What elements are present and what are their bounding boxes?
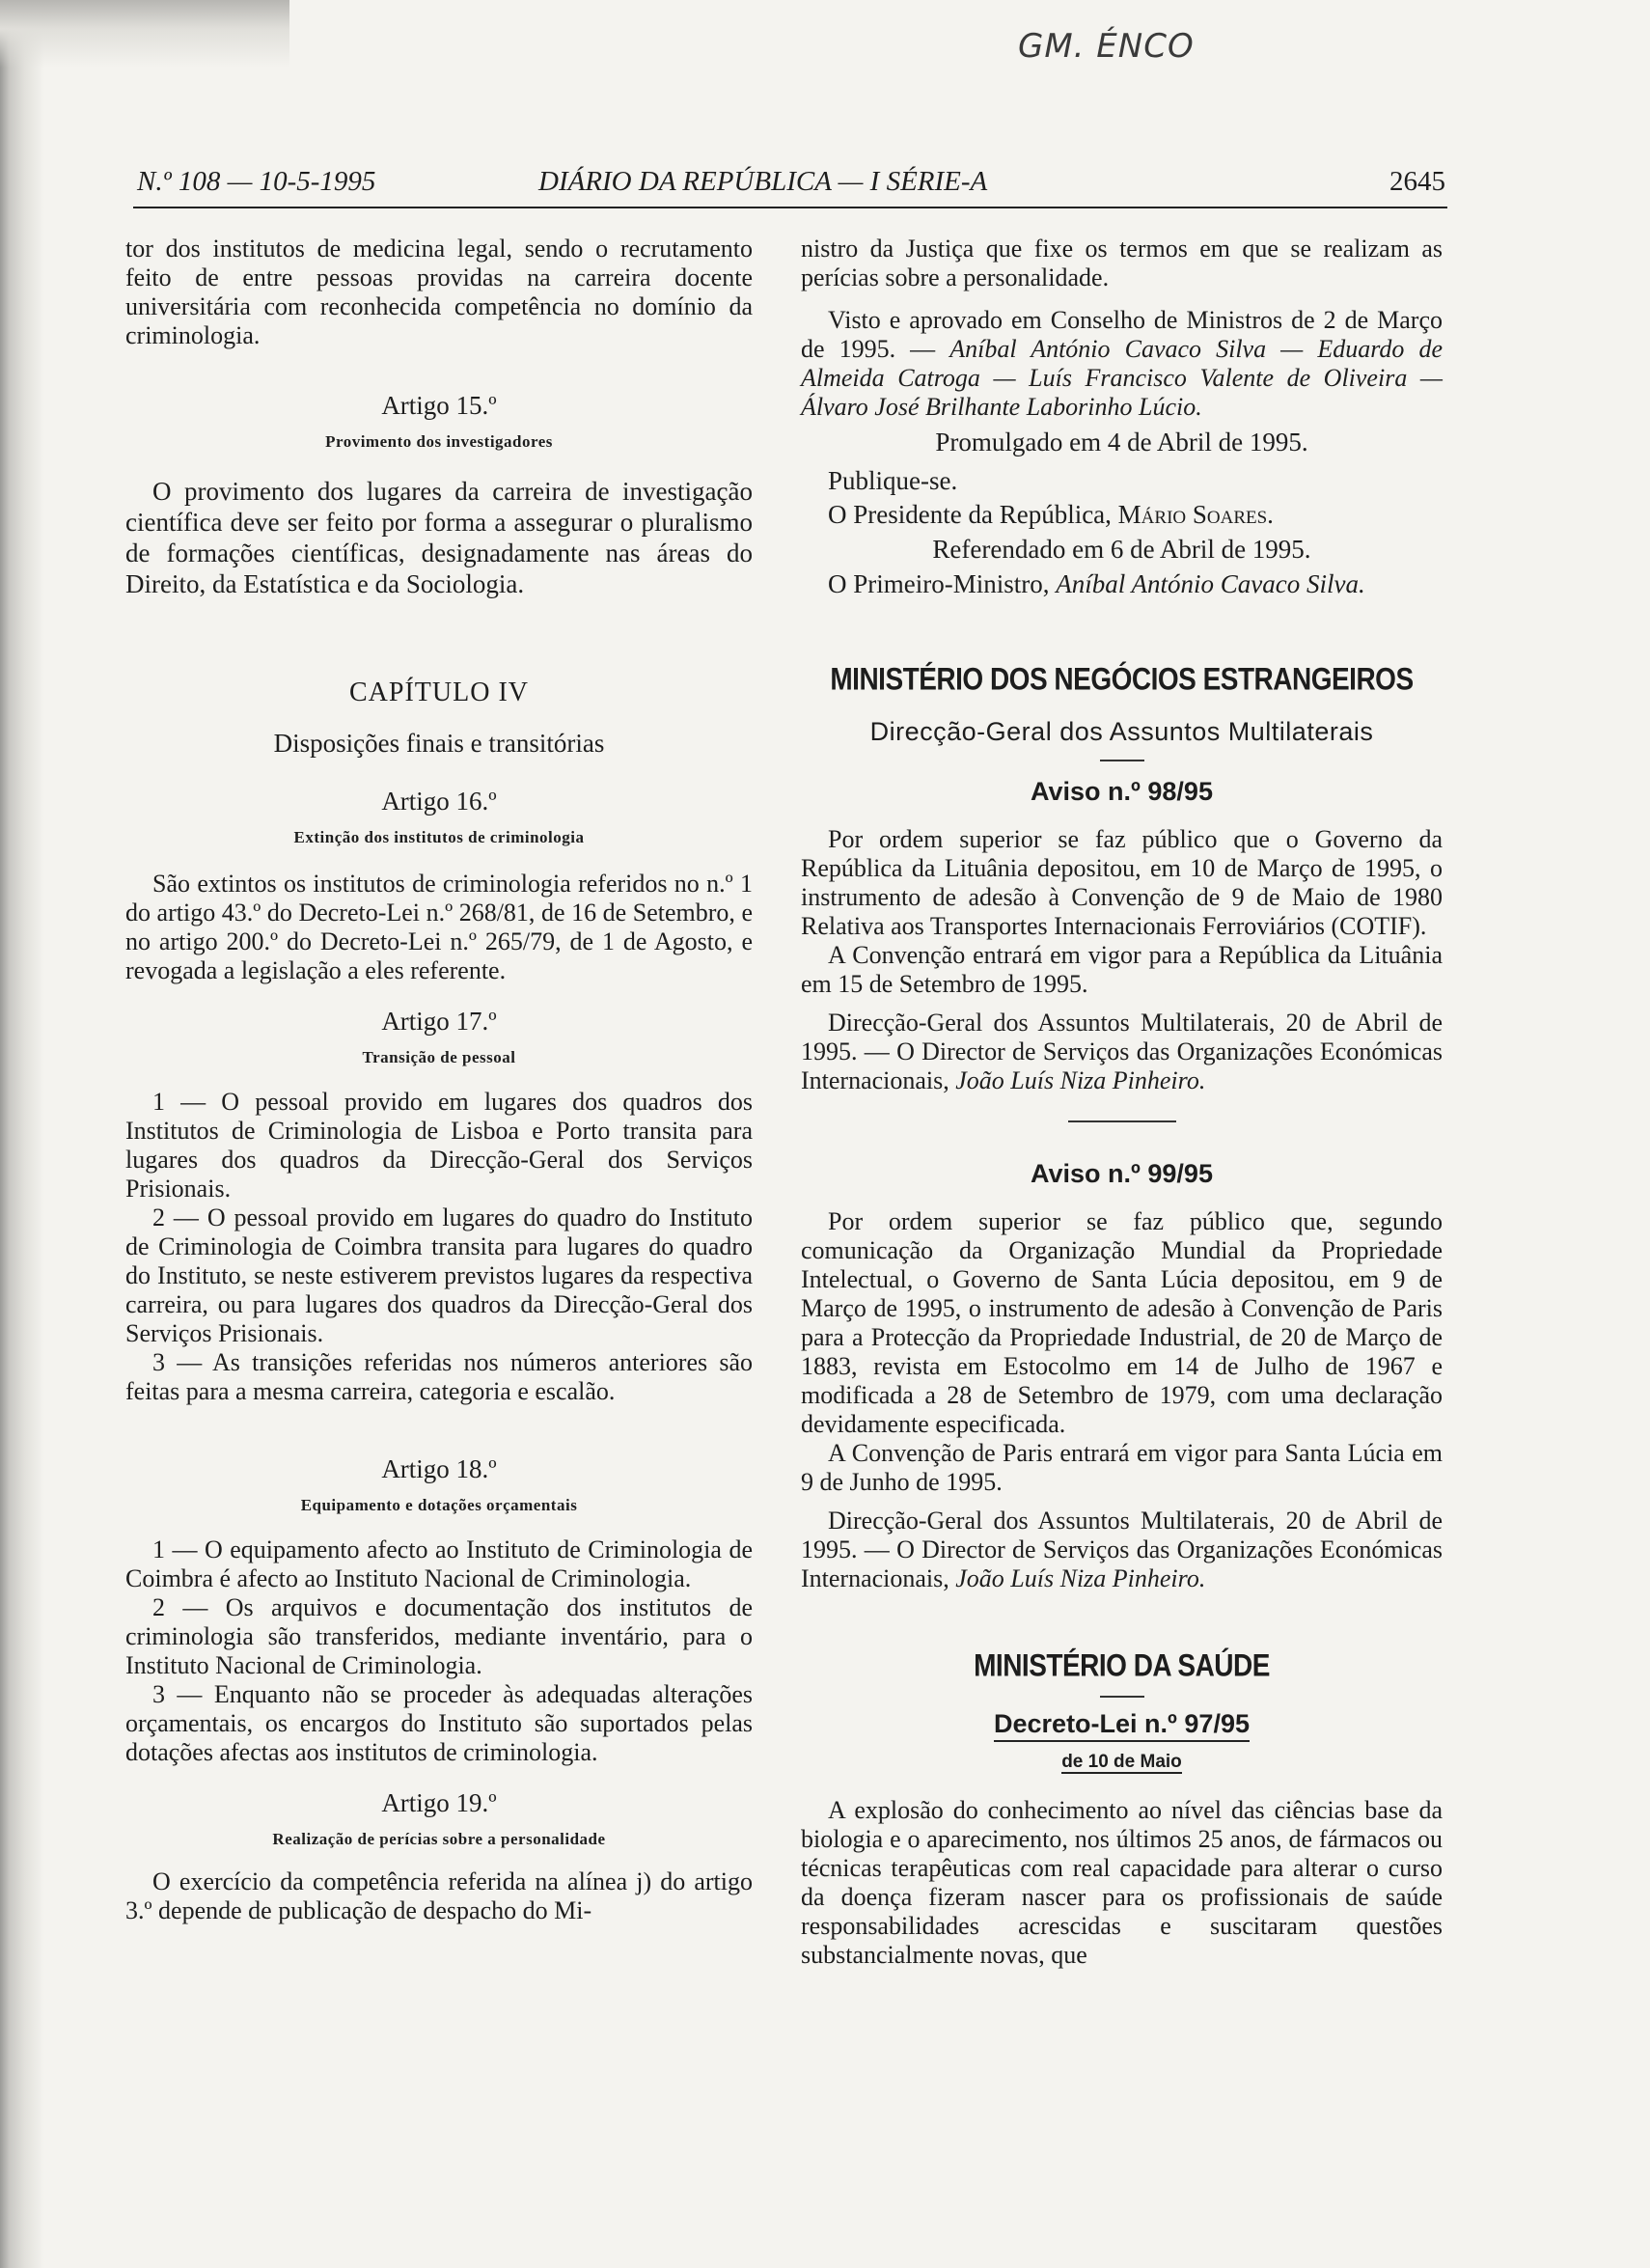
- issue-number: N.º 108 — 10-5-1995: [137, 166, 376, 197]
- article-18-item-2: 2 — Os arquivos e documentação dos institutos de criminologia são transferidos, mediante inventário, para o Instituto Nacional de Criminologia.: [125, 1593, 753, 1679]
- intro-paragraph: tor dos institutos de medicina legal, sendo o recrutamento feito de entre pessoas providas na carreira docente universitária com reconhecida competência no domínio da criminologia.: [125, 235, 753, 349]
- chapter-subtitle: Disposições finais e transitórias: [273, 729, 605, 758]
- notice-99-signature-text: Direcção-Geral dos Assuntos Multilaterais, 20 de Abril de 1995. — O Director de Serviços das Organizações Económicas Internacionais,: [801, 1507, 1443, 1592]
- handwritten-note: GM. ÉNCO: [1018, 27, 1195, 66]
- referendum-line: Referendado em 6 de Abril de 1995.: [932, 535, 1311, 564]
- notice-99-paragraph-1: Por ordem superior se faz público que, segundo comunicação da Organização Mundial da Propriedade Intelectual, o Governo de Santa Lúcia depositou, em 9 de Março de 1995, o instrumento de adesão à Convenção de Paris para a Protecção da Propriedade Industrial, de 20 de Março de 1883, revista em Estocolmo em 14 de Julho de 1967 e modificada a 28 de Setembro de 1979, com uma declaração devidamente especificada.: [801, 1207, 1443, 1438]
- left-column: [125, 235, 753, 1925]
- approval-paragraph: [801, 306, 1443, 422]
- chapter-title: CAPÍTULO IV: [349, 678, 529, 707]
- article-17-item-3: 3 — As transições referidas nos números anteriores são feitas para a mesma carreira, categoria e escalão.: [125, 1348, 753, 1405]
- page-header: [133, 166, 1447, 208]
- notice-99-title: Aviso n.º 99/95: [1031, 1159, 1213, 1188]
- prime-minister-name: Aníbal António Cavaco Silva.: [1056, 569, 1365, 598]
- decree-title-text: Decreto-Lei n.º 97/95: [994, 1709, 1250, 1742]
- notice-98-signature: [801, 1009, 1443, 1095]
- article-15-subtitle: Provimento dos investigadores: [325, 432, 553, 451]
- article-16-paragraph: São extintos os institutos de criminologia referidos no n.º 1 do artigo 43.º do Decreto-Lei n.º 268/81, de 16 de Setembro, e no artigo 200.º do Decreto-Lei n.º 265/79, de 1 de Agosto, e revogada a legislação a eles referente.: [125, 870, 753, 984]
- department-heading: Direcção-Geral dos Assuntos Multilaterais: [869, 717, 1374, 746]
- article-19-subtitle: Realização de perícias sobre a personalidade: [272, 1830, 606, 1848]
- publication-order: Publique-se.: [828, 466, 958, 495]
- president-signature: [801, 497, 1443, 532]
- prime-minister-label: O Primeiro-Ministro,: [828, 569, 1050, 598]
- promulgation-line: Promulgado em 4 de Abril de 1995.: [935, 428, 1308, 456]
- president-name: Mário Soares.: [1117, 500, 1274, 529]
- notice-98-paragraph-1: Por ordem superior se faz público que o Governo da República da Lituânia depositou, em 10 de Março de 1995, o instrumento de adesão à Convenção de 9 de Maio de 1980 Relativa aos Transportes Internacionais Ferroviários (COTIF).: [801, 825, 1443, 940]
- article-18-item-1: 1 — O equipamento afecto ao Instituto de Criminologia de Coimbra é afecto ao Instituto Nacional de Criminologia.: [125, 1535, 753, 1592]
- page-number: 2645: [1389, 166, 1445, 197]
- ministry-health-heading: MINISTÉRIO DA SAÚDE: [974, 1647, 1270, 1683]
- article-15-title: Artigo 15.º: [381, 391, 497, 420]
- article-17-subtitle: Transição de pessoal: [362, 1048, 516, 1066]
- notice-99-signatory: João Luís Niza Pinheiro.: [955, 1564, 1206, 1592]
- ministry-foreign-affairs-heading: MINISTÉRIO DOS NEGÓCIOS ESTRANGEIROS: [830, 661, 1414, 697]
- notice-98-signature-text: Direcção-Geral dos Assuntos Multilaterais, 20 de Abril de 1995. — O Director de Serviços das Organizações Económicas Internacionais,: [801, 1009, 1443, 1094]
- notice-98-title: Aviso n.º 98/95: [1031, 777, 1213, 806]
- decree-preamble: A explosão do conhecimento ao nível das ciências base da biologia e o aparecimento, nos últimos 25 anos, de fármacos ou técnicas terapêuticas com real capacidade para alterar o curso da doença fizeram nascer para os profissionais de saúde responsabilidades acrescidas e suscitaram questões substancialmente novas, que: [801, 1796, 1443, 1969]
- notice-98-paragraph-2: A Convenção entrará em vigor para a República da Lituânia em 15 de Setembro de 1995.: [801, 941, 1443, 998]
- notice-98-signatory: João Luís Niza Pinheiro.: [955, 1066, 1206, 1094]
- decree-title: [801, 1709, 1443, 1738]
- journal-title: DIÁRIO DA REPÚBLICA — I SÉRIE-A: [538, 166, 988, 197]
- approval-text: Visto e aprovado em Conselho de Ministros de 2 de Março de 1995. —: [801, 306, 1443, 363]
- right-column: [801, 235, 1443, 1970]
- scan-shadow-top: [0, 0, 289, 68]
- approval-signatories: Aníbal António Cavaco Silva — Eduardo de Almeida Catroga — Luís Francisco Valente de Oliveira — Álvaro José Brilhante Laborinho Lúcio.: [801, 335, 1443, 421]
- article-17-item-1: 1 — O pessoal provido em lugares dos quadros dos Institutos de Criminologia de Lisboa e Porto transita para lugares dos quadros da Direcção-Geral dos Serviços Prisionais.: [125, 1088, 753, 1203]
- continuation-paragraph: nistro da Justiça que fixe os termos em que se realizam as perícias sobre a personalidade.: [801, 235, 1443, 291]
- article-19-title: Artigo 19.º: [381, 1788, 497, 1817]
- article-18-subtitle: Equipamento e dotações orçamentais: [300, 1496, 578, 1514]
- article-18-title: Artigo 18.º: [381, 1454, 497, 1483]
- article-16-title: Artigo 16.º: [381, 787, 497, 816]
- article-15-paragraph: O provimento dos lugares da carreira de investigação científica deve ser feito por forma a assegurar o pluralismo de formações científicas, designadamente nas áreas do Direito, da Estatística e da Sociologia.: [125, 477, 753, 598]
- decree-date: [801, 1748, 1443, 1777]
- article-16-subtitle: Extinção dos institutos de criminologia: [293, 828, 585, 846]
- article-18-item-3: 3 — Enquanto não se proceder às adequadas alterações orçamentais, os encargos do Instituto são suportados pelas dotações afectas aos institutos de criminologia.: [125, 1680, 753, 1766]
- president-label: O Presidente da República,: [828, 500, 1112, 529]
- notice-99-paragraph-2: A Convenção de Paris entrará em vigor para Santa Lúcia em 9 de Junho de 1995.: [801, 1439, 1443, 1496]
- article-19-paragraph: O exercício da competência referida na alínea j) do artigo 3.º depende de publicação de despacho do Mi-: [125, 1867, 753, 1924]
- prime-minister-signature: [801, 567, 1443, 601]
- article-17-title: Artigo 17.º: [381, 1007, 497, 1036]
- notice-99-signature: [801, 1507, 1443, 1593]
- decree-date-text: de 10 de Maio: [1061, 1752, 1182, 1772]
- article-17-item-2: 2 — O pessoal provido em lugares do quadro do Instituto de Criminologia de Coimbra transita para lugares do quadro do Instituto, se neste estiverem previstos lugares da respectiva carreira, ou para lugares dos quadros da Direcção-Geral dos Serviços Prisionais.: [125, 1203, 753, 1347]
- scan-shadow-edge: [0, 0, 44, 2268]
